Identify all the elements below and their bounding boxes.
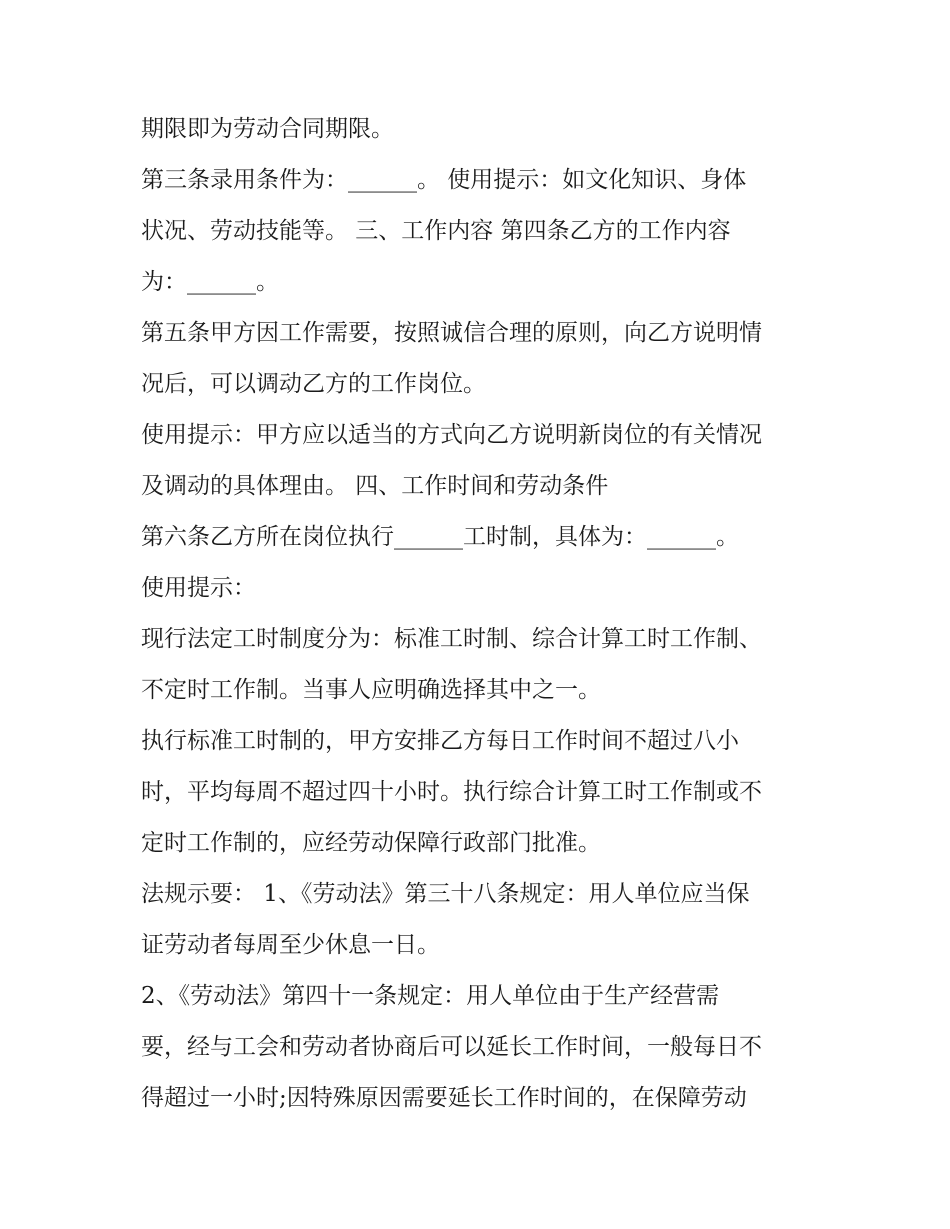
text-line-8: 及调动的具体理由。 四、工作时间和劳动条件	[141, 473, 609, 499]
text-line-13: 执行标准工时制的，甲方安排乙方每日工作时间不超过八小	[141, 728, 739, 754]
text-line-17: 证劳动者每周至少休息一日。	[141, 932, 440, 958]
text-line-3: 状况、劳动技能等。 三、工作内容 第四条乙方的工作内容	[141, 218, 731, 244]
text-line-10: 使用提示：	[141, 575, 256, 601]
text-line-5: 第五条甲方因工作需要，按照诚信合理的原则，向乙方说明情	[141, 320, 762, 346]
text-line-4: 为：______。	[141, 269, 279, 295]
text-line-7: 使用提示：甲方应以适当的方式向乙方说明新岗位的有关情况	[141, 422, 762, 448]
text-line-2: 第三条录用条件为：______。 使用提示：如文化知识、身体	[141, 167, 747, 193]
text-line-6: 况后，可以调动乙方的工作岗位。	[141, 371, 486, 397]
text-line-12: 不定时工作制。当事人应明确选择其中之一。	[141, 677, 601, 703]
text-line-1: 期限即为劳动合同期限。	[141, 116, 394, 142]
text-line-14: 时，平均每周不超过四十小时。执行综合计算工时工作制或不	[141, 779, 762, 805]
text-line-19: 要，经与工会和劳动者协商后可以延长工作时间，一般每日不	[141, 1034, 762, 1060]
text-line-18: 2、《劳动法》第四十一条规定：用人单位由于生产经营需	[141, 983, 720, 1009]
text-line-16: 法规示要： 1、《劳动法》第三十八条规定：用人单位应当保	[141, 881, 750, 907]
text-line-11: 现行法定工时制度分为：标准工时制、综合计算工时工作制、	[141, 626, 762, 652]
text-line-15: 定时工作制的，应经劳动保障行政部门批准。	[141, 830, 601, 856]
text-line-20: 得超过一小时;因特殊原因需要延长工作时间的，在保障劳动	[141, 1085, 747, 1111]
text-line-9: 第六条乙方所在岗位执行______工时制，具体为：______。	[141, 524, 739, 550]
